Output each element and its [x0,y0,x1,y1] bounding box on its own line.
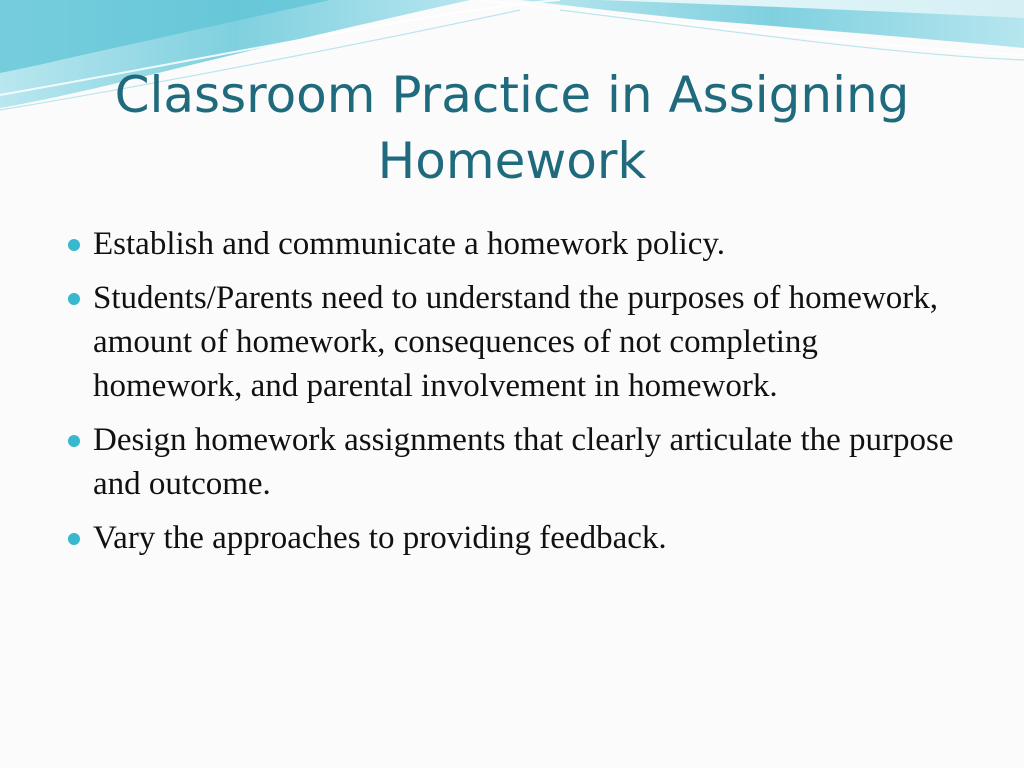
bullet-text: Students/Parents need to understand the purposes of homework, amount of homework, consequences of not completing homework, and parental involvement in homework. [93,280,939,404]
bullet-item [62,418,962,506]
bullet-item [62,222,962,266]
bullet-text: Vary the approaches to providing feedback. [93,520,667,556]
bullet-text: Design homework assignments that clearly articulate the purpose and outcome. [93,422,954,502]
bullet-marker-icon [68,293,80,305]
bullet-text: Establish and communicate a homework policy. [93,226,726,262]
bullet-marker-icon [68,435,80,447]
slide-title: Classroom Practice in Assigning Homework [114,66,910,190]
bullet-marker-icon [68,239,80,251]
bullet-item [62,516,962,560]
bullet-marker-icon [68,533,80,545]
bullet-list [62,222,962,570]
bullet-item [62,276,962,408]
